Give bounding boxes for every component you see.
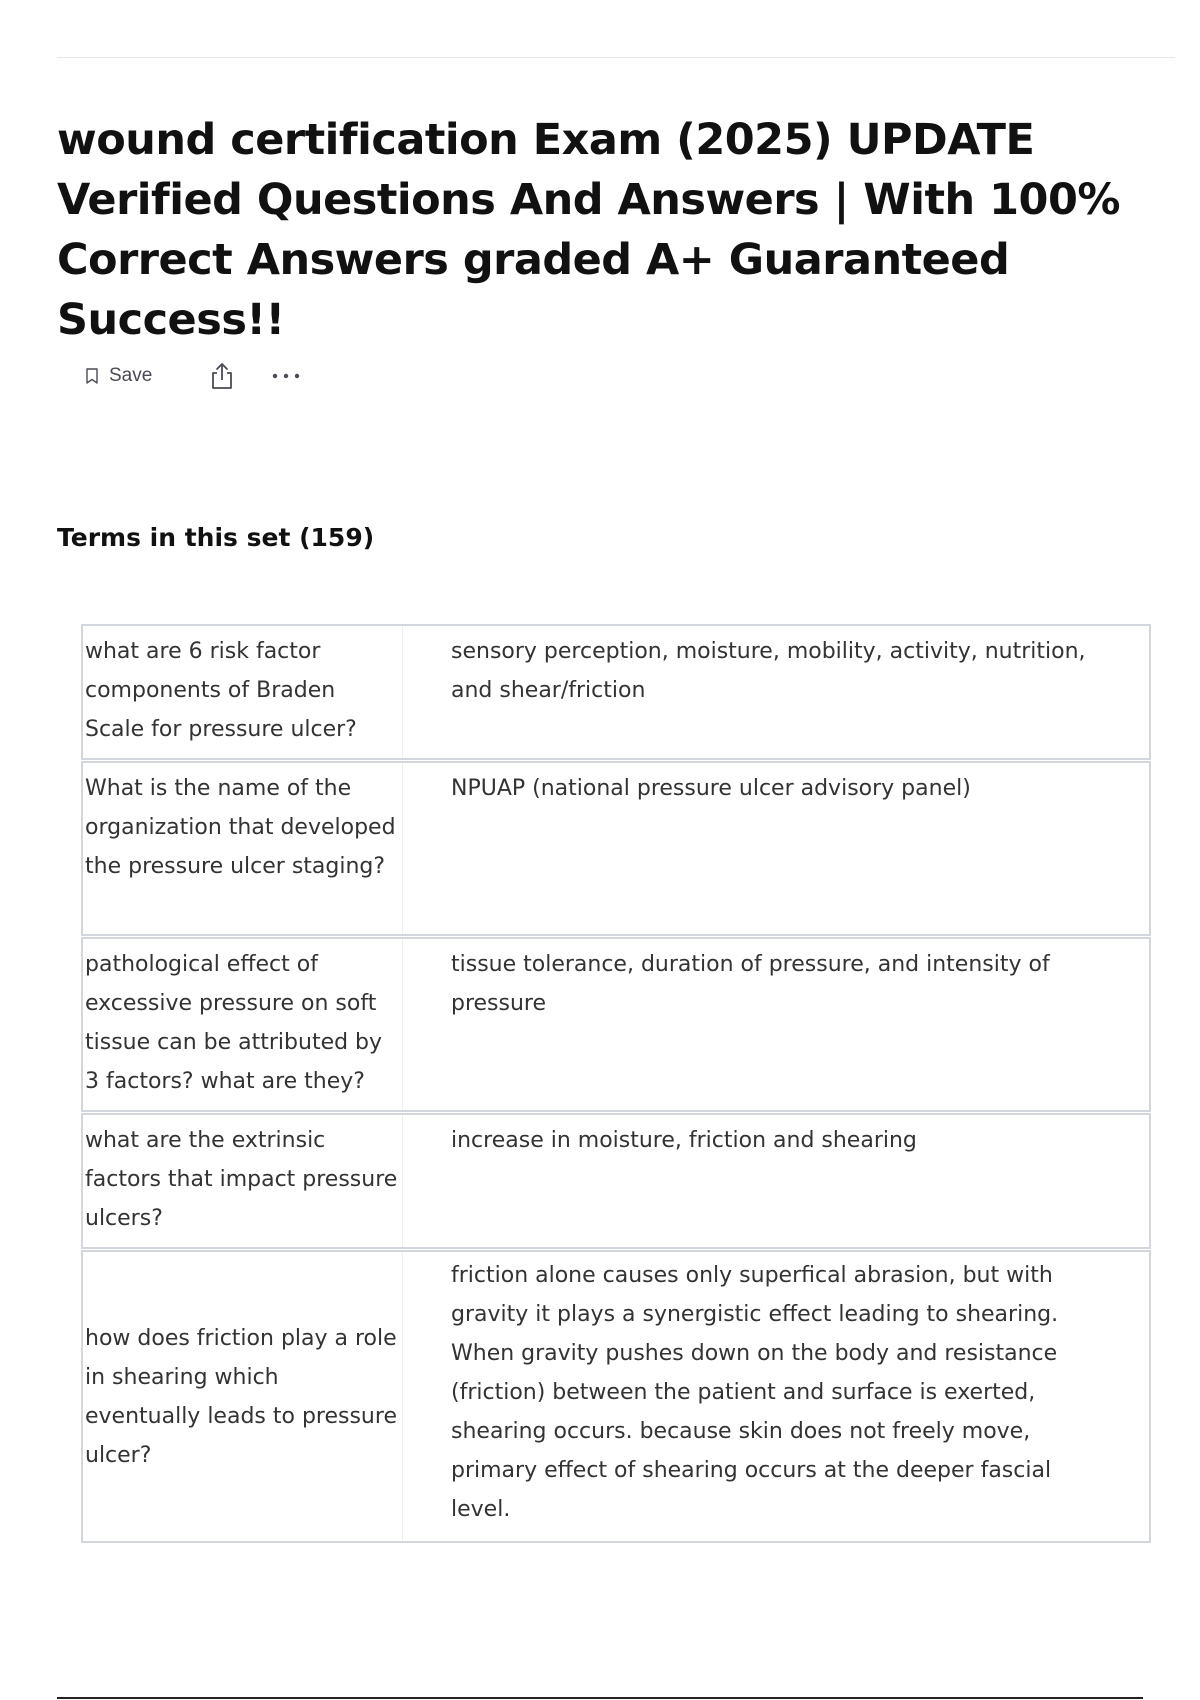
top-divider (57, 57, 1175, 58)
term-row (81, 761, 1151, 936)
action-bar (86, 358, 302, 394)
term-cell (83, 1252, 403, 1541)
definition-cell: NPUAP (national pressure ulcer advisory panel) (451, 776, 971, 801)
definition-cell: increase in moisture, friction and shearing (451, 1128, 917, 1153)
share-icon (209, 362, 235, 390)
terms-table (81, 624, 1151, 1544)
term-row (81, 1250, 1151, 1543)
definition-cell: sensory perception, moisture, mobility, activity, nutrition, and shear/friction (451, 639, 1086, 703)
term-cell (83, 626, 403, 758)
term-cell (83, 763, 403, 934)
save-button[interactable] (86, 365, 152, 387)
term-text: what are 6 risk factor components of Braden Scale for pressure ulcer? (85, 639, 357, 742)
bookmark-icon (86, 368, 98, 384)
more-options-button[interactable] (270, 366, 302, 386)
term-cell (83, 1115, 403, 1247)
page-title: wound certification Exam (2025) UPDATE Verified Questions And Answers | With 100% Correct Answers graded A+ Guaranteed Success!! (57, 115, 1120, 345)
terms-heading: Terms in this set (159) (57, 523, 375, 552)
term-text: what are the extrinsic factors that impact pressure ulcers? (85, 1128, 398, 1231)
term-row (81, 624, 1151, 760)
term-text: how does friction play a role in shearing which eventually leads to pressure ulcer? (85, 1325, 397, 1468)
term-text: pathological effect of excessive pressure on soft tissue can be attributed by 3 factors? what are they? (85, 952, 383, 1094)
bottom-divider (57, 1697, 1143, 1699)
definition-cell: friction alone causes only superfical abrasion, but with gravity it plays a synergistic effect leading to shearing. When gravity pushes down on the body and resistance (friction) between the patient and surface is exerted, shearing occurs. because skin does not freely move, primary effect of shearing occurs at the deeper fascial level. (451, 1263, 1059, 1522)
share-button[interactable] (208, 361, 236, 391)
save-label: Save (109, 365, 153, 386)
definition-cell: tissue tolerance, duration of pressure, and intensity of pressure (451, 952, 1050, 1016)
term-text: What is the name of the organization that developed the pressure ulcer staging? (85, 776, 396, 879)
term-cell (83, 939, 403, 1110)
term-row (81, 937, 1151, 1112)
more-horizontal-icon (271, 373, 301, 379)
term-row (81, 1113, 1151, 1249)
